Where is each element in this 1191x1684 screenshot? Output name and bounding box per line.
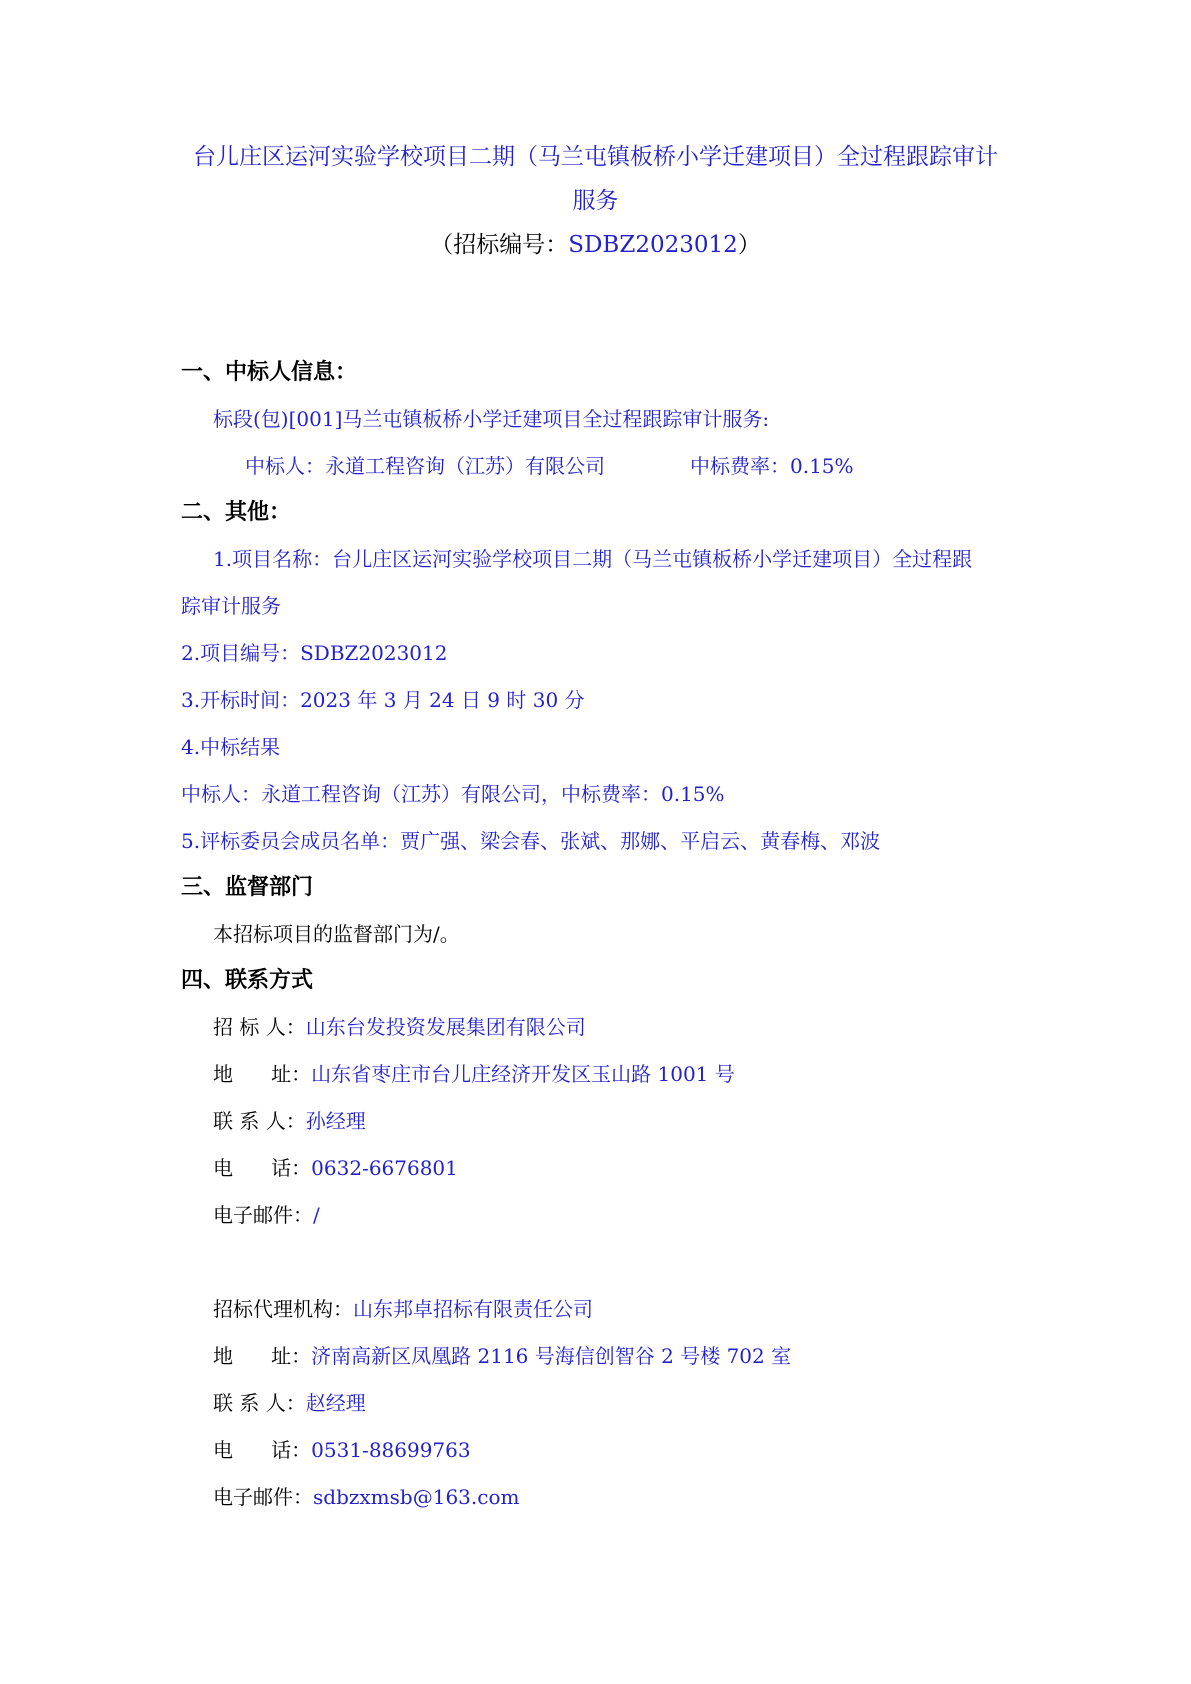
agency-row [213,1295,593,1323]
tenderer-phone-row [213,1154,458,1182]
winner-label: 中标人： [245,454,325,478]
agency-contact-row [213,1389,366,1417]
agency-email-row [213,1483,519,1511]
tenderer-contact-value: 孙经理 [305,1109,366,1133]
tenderer-address-row [213,1060,735,1088]
tenderer-row [213,1013,586,1041]
rate-value: 0.15% [790,454,854,478]
agency-email-value: sdbzxmsb@163.com [313,1485,520,1509]
result-heading: 4.中标结果 [181,735,281,759]
section2-heading: 二、其他： [181,500,292,525]
agency-email-label: 电子邮件： [213,1485,313,1509]
opening-time: 3.开标时间：2023 年 3 月 24 日 9 时 30 分 [181,688,585,712]
agency-label: 招标代理机构： [213,1297,353,1321]
tenderer-phone-value: 0632-6676801 [311,1156,458,1180]
committee-members: 5.评标委员会成员名单：贾广强、梁会春、张斌、那娜、平启云、黄春梅、邓波 [181,829,881,853]
project-number: 2.项目编号：SDBZ2023012 [181,641,448,665]
supervision-text: 本招标项目的监督部门为/。 [213,922,460,946]
lot-line: 标段(包)[001]马兰屯镇板桥小学迁建项目全过程跟踪审计服务: [213,407,770,431]
agency-contact-label: 联 系 人： [213,1391,306,1415]
document-title-line2: 服务 [572,188,619,214]
agency-value: 山东邦卓招标有限责任公司 [353,1297,593,1321]
project-name-line1: 1.项目名称：台儿庄区运河实验学校项目二期（马兰屯镇板桥小学迁建项目）全过程跟 [213,547,973,571]
section3-heading: 三、监督部门 [181,875,314,900]
tenderer-phone-label: 电 话： [213,1156,312,1180]
result-text: 中标人：永道工程咨询（江苏）有限公司，中标费率：0.15% [181,782,725,806]
winner-value: 永道工程咨询（江苏）有限公司 [325,454,605,478]
agency-phone-value: 0531-88699763 [311,1438,471,1462]
agency-address-value: 济南高新区凤凰路 2116 号海信创智谷 2 号楼 702 室 [311,1344,792,1368]
bid-number-label: （招标编号： [430,232,569,258]
tenderer-address-label: 地 址： [213,1062,312,1086]
winner-line [245,452,605,480]
tenderer-contact-label: 联 系 人： [213,1109,306,1133]
agency-address-row [213,1342,791,1370]
project-name-line2: 踪审计服务 [181,594,281,618]
section4-heading: 四、联系方式 [181,968,314,993]
bid-number-close: ） [737,232,761,258]
bid-number-value: SDBZ2023012 [568,232,738,258]
tenderer-label: 招 标 人： [213,1015,306,1039]
tenderer-contact-row [213,1107,366,1135]
document-title-line1: 台儿庄区运河实验学校项目二期（马兰屯镇板桥小学迁建项目）全过程跟踪审计 [193,144,998,170]
tenderer-email-value: / [313,1203,320,1227]
rate-line [690,452,854,480]
agency-contact-value: 赵经理 [305,1391,366,1415]
bid-number [0,230,1191,260]
agency-address-label: 地 址： [213,1344,312,1368]
agency-phone-label: 电 话： [213,1438,312,1462]
section1-heading: 一、中标人信息： [181,360,358,385]
tenderer-address-value: 山东省枣庄市台儿庄经济开发区玉山路 1001 号 [311,1062,735,1086]
tenderer-value: 山东台发投资发展集团有限公司 [305,1015,586,1039]
tenderer-email-label: 电子邮件： [213,1203,313,1227]
agency-phone-row [213,1436,471,1464]
rate-label: 中标费率： [690,454,790,478]
tenderer-email-row [213,1201,320,1229]
